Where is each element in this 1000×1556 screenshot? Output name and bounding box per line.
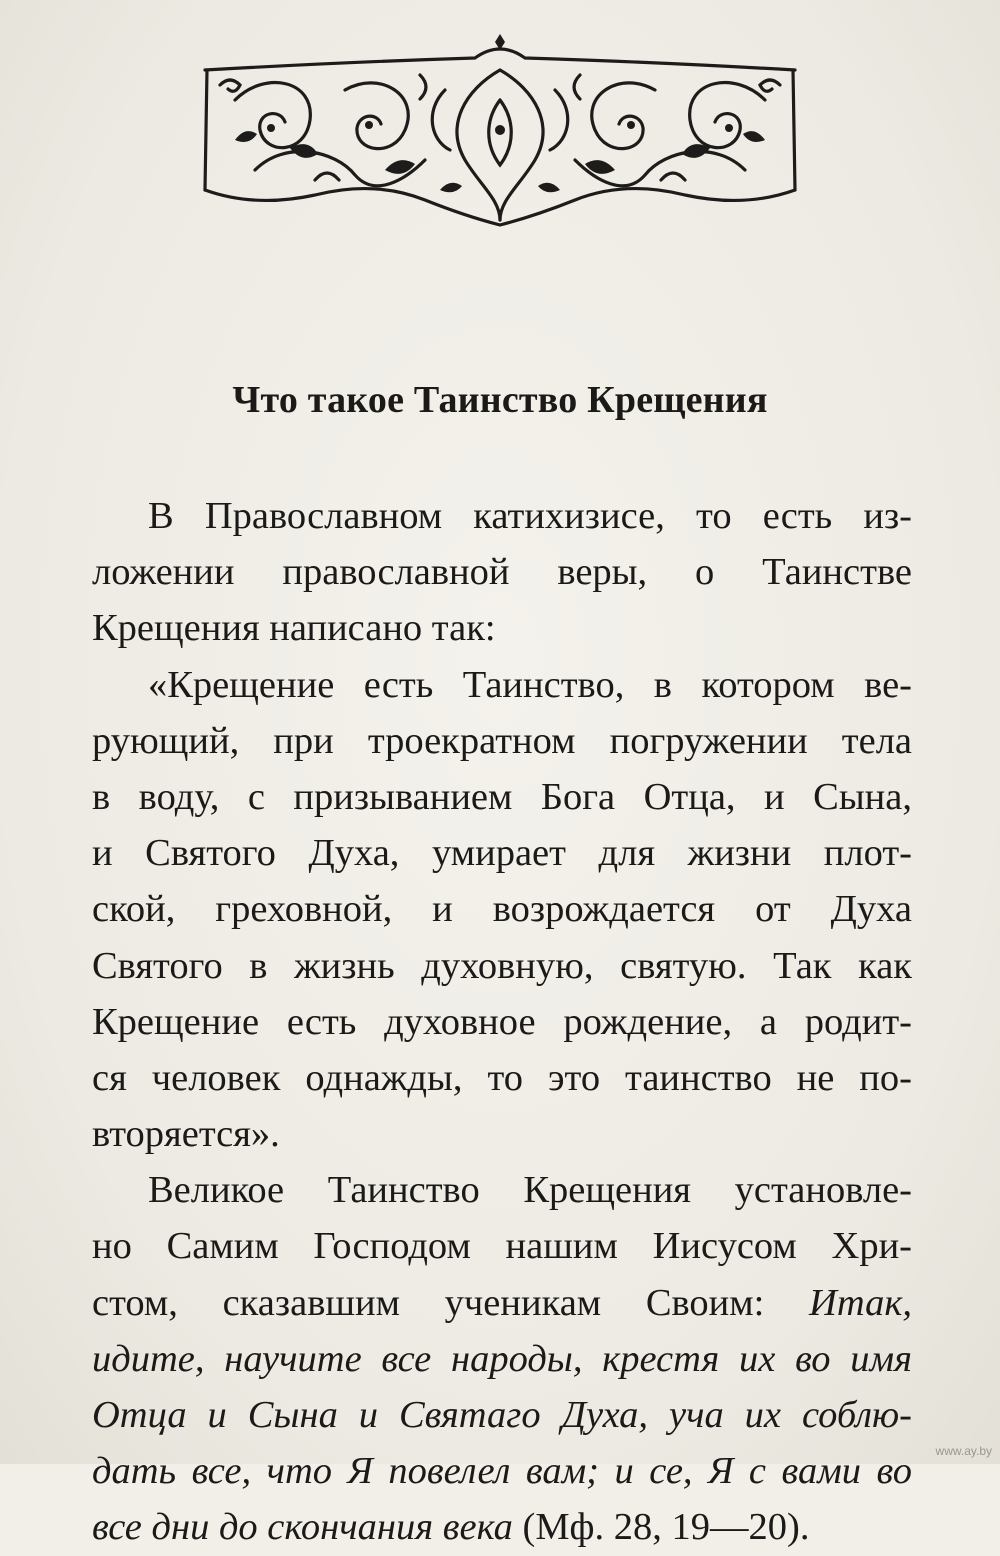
- text-line: ся человек однажды, то это таинство не по-: [92, 1056, 912, 1099]
- scripture-quote-line: дать все, что Я повелел вам; и се, Я с вами во: [92, 1450, 912, 1493]
- text-line: Крещение есть духовное рождение, а родит-: [92, 1000, 912, 1043]
- scripture-quote-end: все дни до скончания века: [92, 1506, 513, 1549]
- text-segment-italic: Итак,: [809, 1281, 912, 1324]
- floral-headpiece-ornament: [195, 30, 805, 230]
- text-line: Святого в жизнь духовную, святую. Так как: [92, 944, 912, 987]
- scripture-quote-line: идите, научите все народы, крестя их во имя: [92, 1337, 912, 1380]
- text-line: рующий, при троекратном погружении тела: [92, 719, 912, 762]
- text-segment-regular: стом, сказавшим ученикам Своим:: [92, 1281, 810, 1324]
- text-line: Крещения написано так:: [92, 607, 496, 650]
- text-line: Великое Таинство Крещения установле-: [148, 1169, 912, 1212]
- text-line: «Крещение есть Таинство, в котором ве-: [148, 663, 912, 706]
- chapter-body: [92, 488, 912, 1556]
- scripture-quote-line: Отца и Сына и Святаго Духа, уча их соблю-: [92, 1394, 912, 1436]
- text-line: но Самим Господом нашим Иисусом Хри-: [92, 1225, 912, 1268]
- text-line: вторяется».: [92, 1113, 280, 1156]
- text-line-mixed: [92, 1275, 912, 1331]
- text-line: и Святого Духа, умирает для жизни плот-: [92, 832, 912, 875]
- scripture-reference: (Мф. 28, 19—20).: [512, 1506, 810, 1549]
- text-line-final: [92, 1499, 912, 1555]
- text-line: в воду, с призыванием Бога Отца, и Сына,: [92, 775, 912, 818]
- chapter-title: Что такое Таинство Крещения: [232, 379, 768, 421]
- text-line: ложении православной веры, о Таинстве: [92, 551, 912, 594]
- text-line: ской, греховной, и возрождается от Духа: [92, 888, 912, 931]
- text-line: В Православном катихизисе, то есть из-: [148, 495, 912, 537]
- site-watermark: www.ay.by: [935, 1444, 992, 1458]
